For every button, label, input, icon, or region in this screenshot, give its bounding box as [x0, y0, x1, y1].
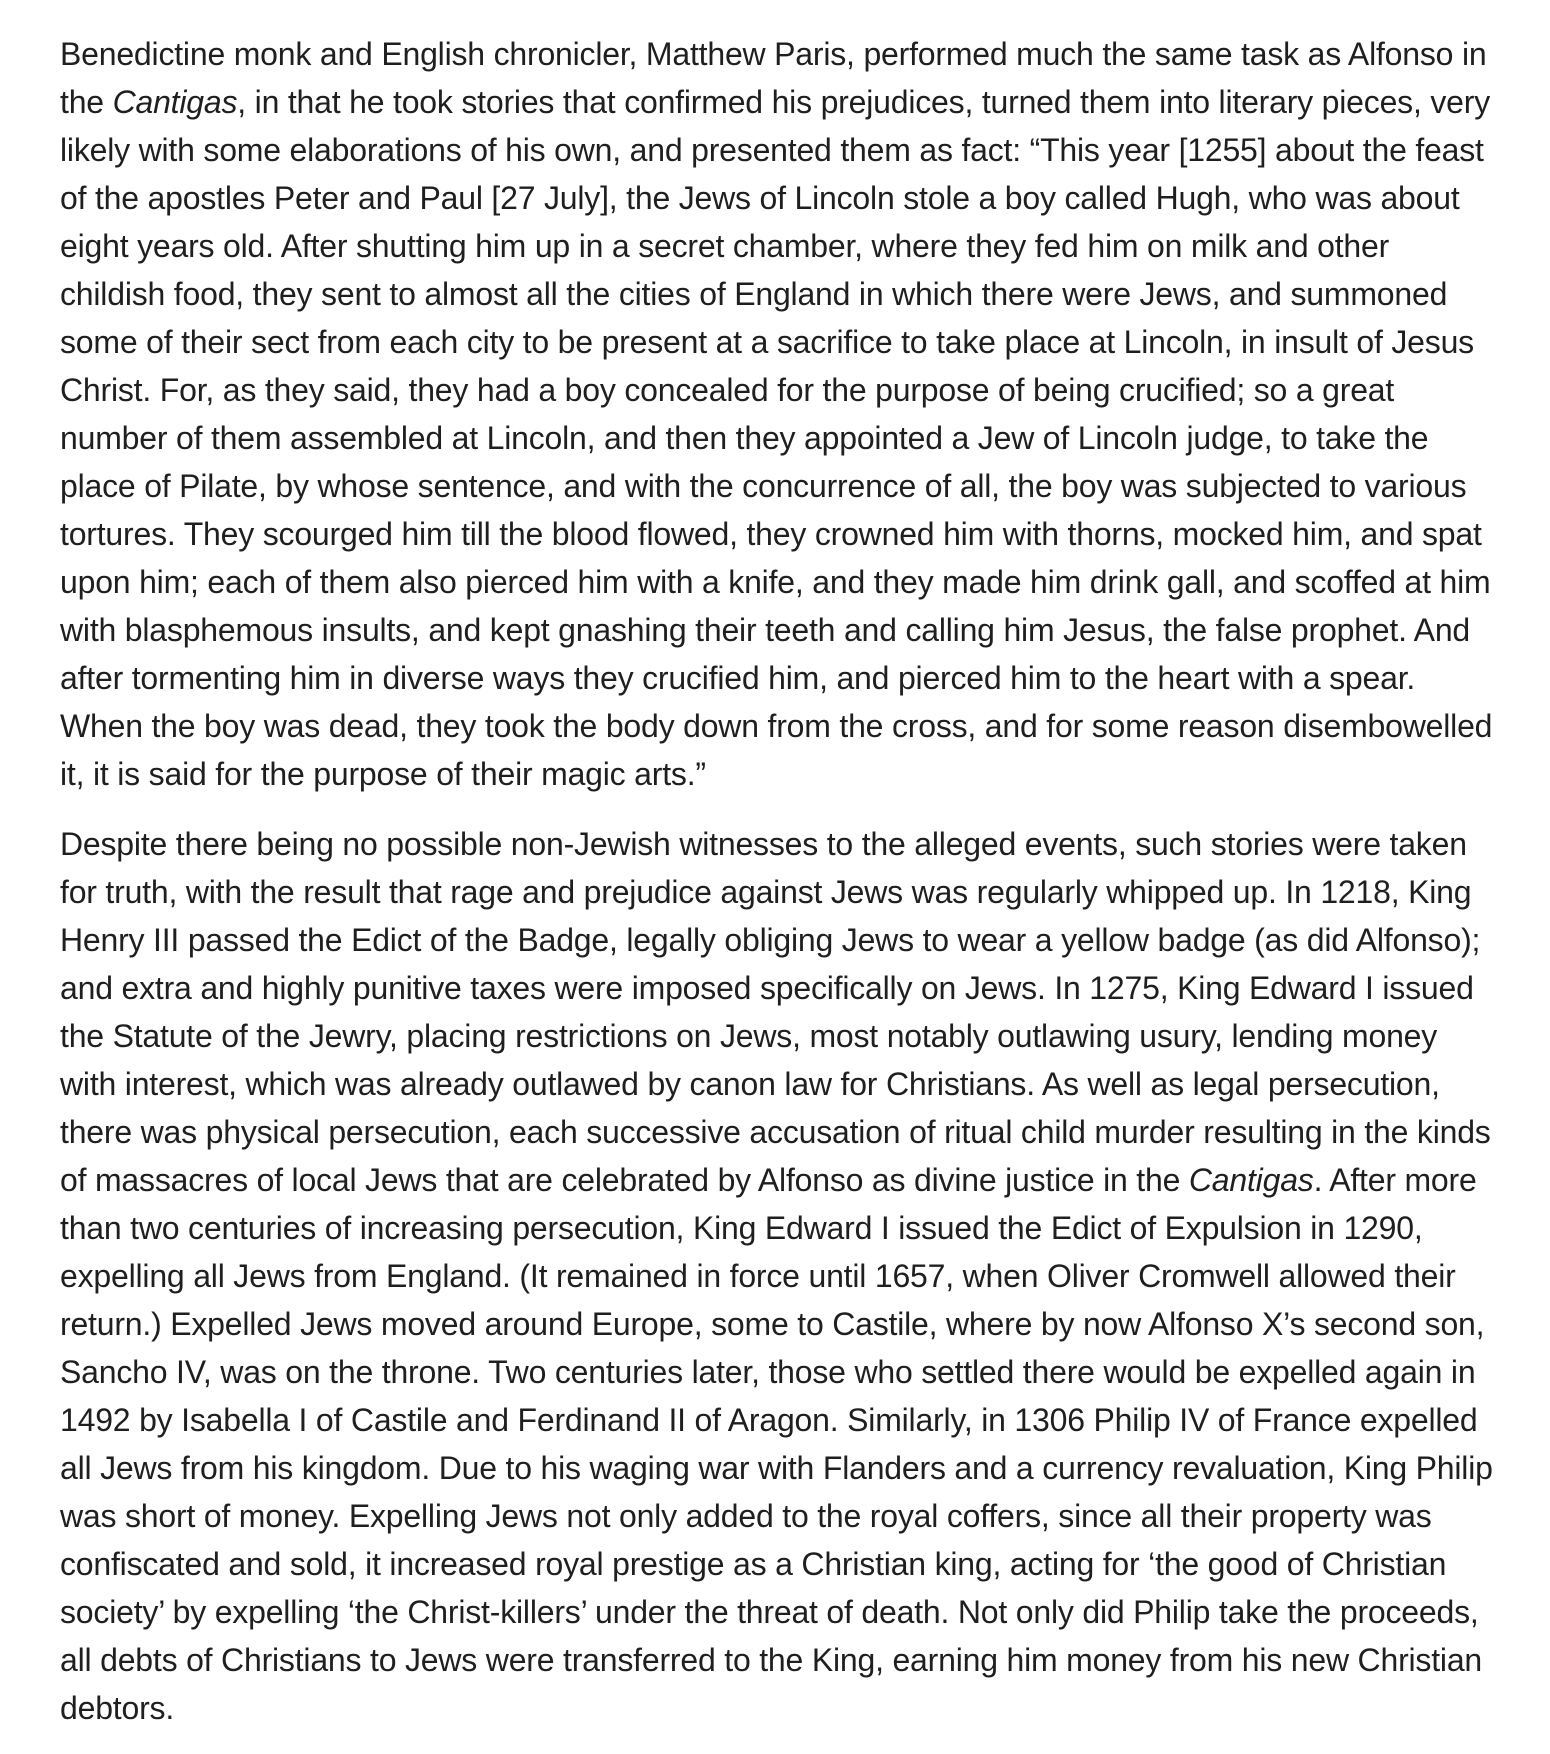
paragraph-2-title-cantigas: Cantigas [1188, 1162, 1314, 1198]
paragraph-1-text-b: , in that he took stories that confirmed his prejudices, turned them into literary pieces, very likely with some elaborations of his own, and presented them as fact: “This year [1255] about the feast of the apostles Peter and Paul [27 July], the Jews of Lincoln stole a boy called Hugh, who was about eight years old. After shutting him up in a secret chamber, where they fed him on milk and other childish food, they sent to almost all the cities of England in which there were Jews, and summoned some of their sect from each city to be present at a sacrifice to take place at Lincoln, in insult of Jesus Christ. For, as they said, they had a boy concealed for the purpose of being crucified; so a great number of them assembled at Lincoln, and then they appointed a Jew of Lincoln judge, to take the place of Pilate, by whose sentence, and with the concurrence of all, the boy was subjected to various tortures. They scourged him till the blood flowed, they crowned him with thorns, mocked him, and spat upon him; each of them also pierced him with a knife, and they made him drink gall, and scoffed at him with blasphemous insults, and kept gnashing their teeth and calling him Jesus, the false prophet. And after tormenting him in diverse ways they crucified him, and pierced him to the heart with a spear. When the boy was dead, they took the body down from the cross, and for some reason disembowelled it, it is said for the purpose of their magic arts.” [60, 84, 1493, 792]
paragraph-1-text-a: Benedictine monk and English chronicler, Matthew Paris, performed much the same task as Alfonso in the [60, 36, 1487, 120]
paragraph-1-title-cantigas: Cantigas [112, 84, 238, 120]
document-body [60, 30, 1500, 1754]
paragraph-2-text-a: Despite there being no possible non-Jewish witnesses to the alleged events, such stories were taken for truth, with the result that rage and prejudice against Jews was regularly whipped up. In 1218, King Henry III passed the Edict of the Badge, legally obliging Jews to wear a yellow badge (as did Alfonso); and extra and highly punitive taxes were imposed specifically on Jews. In 1275, King Edward I issued the Statute of the Jewry, placing restrictions on Jews, most notably outlawing usury, lending money with interest, which was already outlawed by canon law for Christians. As well as legal persecution, there was physical persecution, each successive accusation of ritual child murder resulting in the kinds of massacres of local Jews that are celebrated by Alfonso as divine justice in the [60, 826, 1491, 1198]
paragraph-1 [60, 30, 1500, 798]
paragraph-2 [60, 820, 1500, 1732]
paragraph-2-text-b: . After more than two centuries of increasing persecution, King Edward I issued the Edict of Expulsion in 1290, expelling all Jews from England. (It remained in force until 1657, when Oliver Cromwell allowed their return.) Expelled Jews moved around Europe, some to Castile, where by now Alfonso X’s second son, Sancho IV, was on the throne. Two centuries later, those who settled there would be expelled again in 1492 by Isabella I of Castile and Ferdinand II of Aragon. Similarly, in 1306 Philip IV of France expelled all Jews from his kingdom. Due to his waging war with Flanders and a currency revaluation, King Philip was short of money. Expelling Jews not only added to the royal coffers, since all their property was confiscated and sold, it increased royal prestige as a Christian king, acting for ‘the good of Christian society’ by expelling ‘the Christ-killers’ under the threat of death. Not only did Philip take the proceeds, all debts of Christians to Jews were transferred to the King, earning him money from his new Christian debtors. [60, 1162, 1493, 1726]
